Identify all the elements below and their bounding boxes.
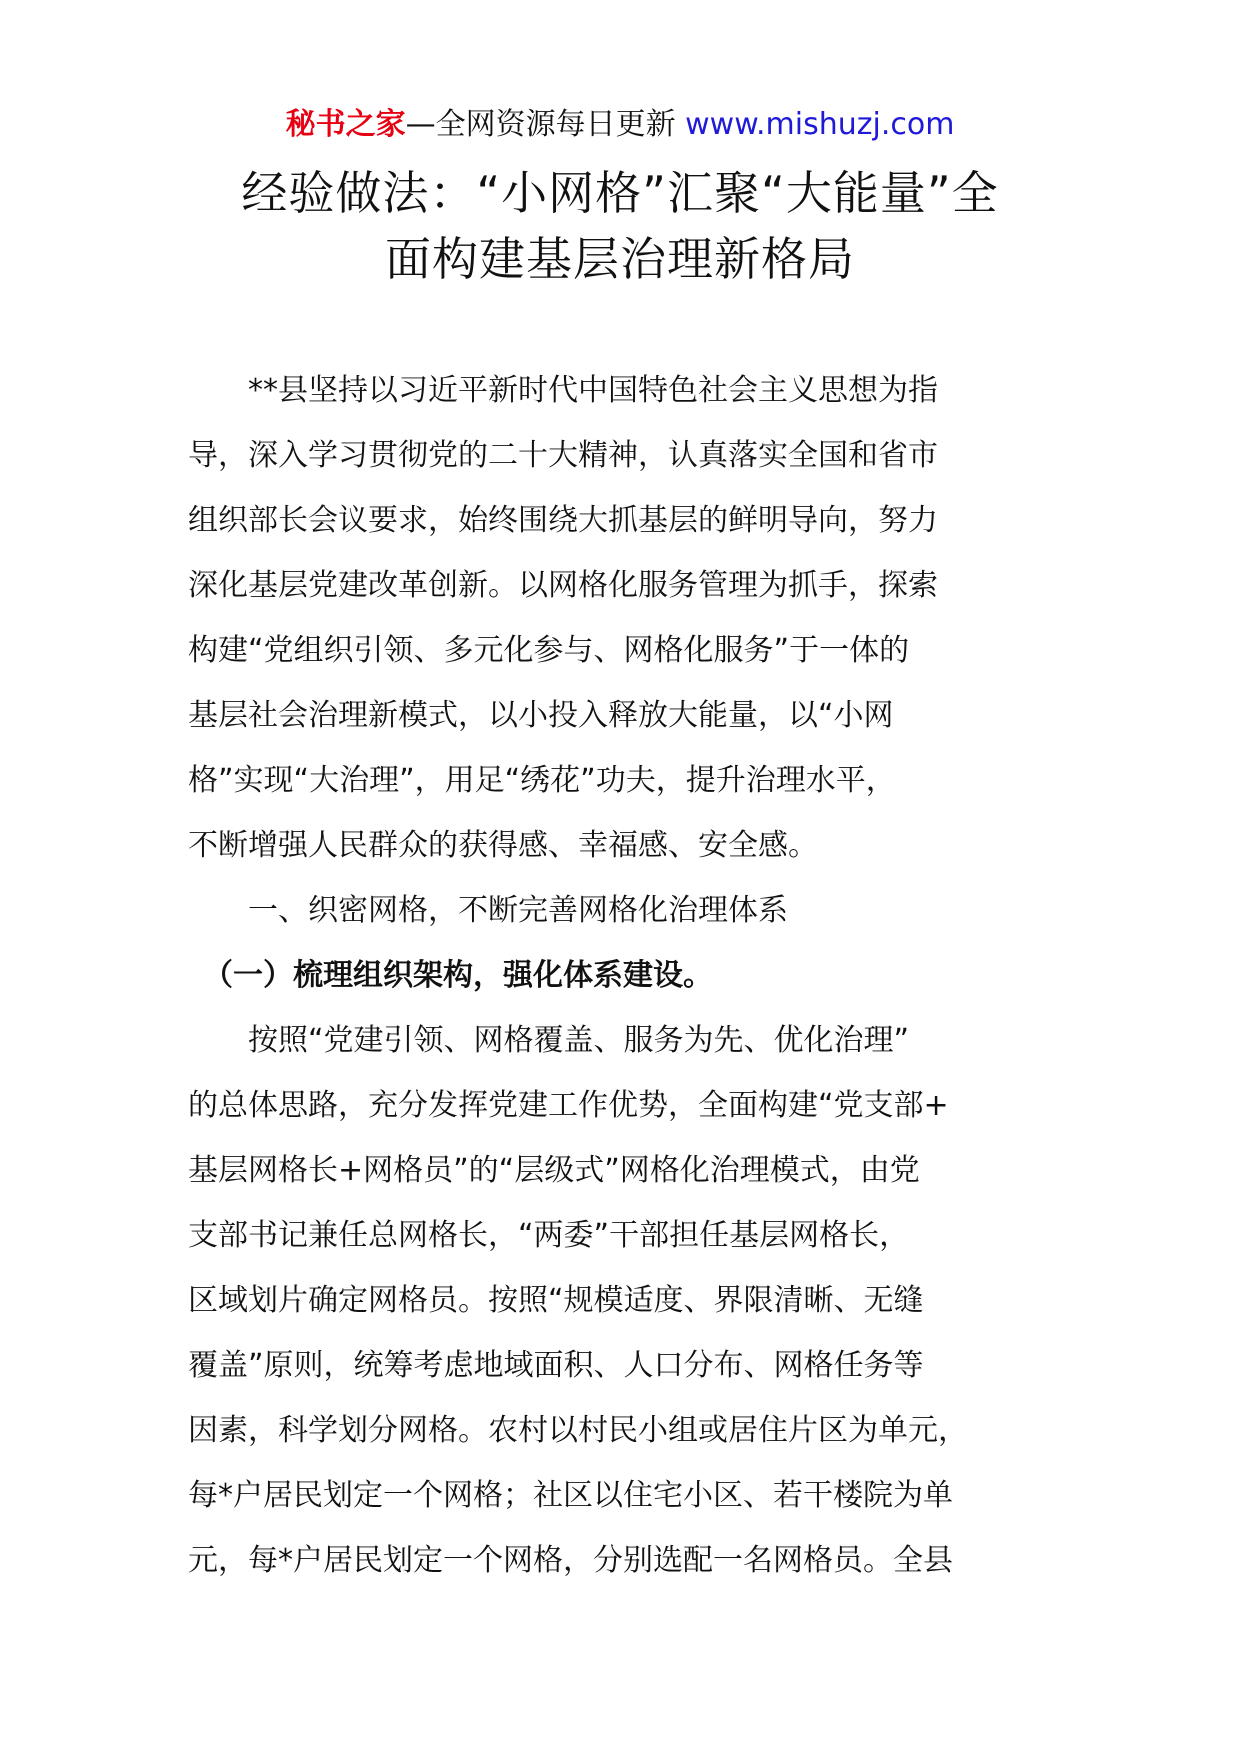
- paragraph-line: 导，深入学习贯彻党的二十大精神，认真落实全国和省市: [188, 438, 938, 473]
- document-title: [160, 160, 1080, 292]
- title-line: 经验做法：“小网格”汇聚“大能量”全: [241, 166, 999, 220]
- document-body: [188, 358, 1068, 1593]
- site-banner: [0, 103, 1240, 147]
- site-brand: 秘书之家: [285, 107, 406, 142]
- paragraph-line: 深化基层党建改革创新。以网格化服务管理为抓手，探索: [188, 568, 938, 603]
- site-tagline: —全网资源每日更新: [405, 107, 686, 142]
- paragraph-line: 每*户居民划定一个网格；社区以住宅小区、若干楼院为单: [188, 1478, 953, 1513]
- paragraph-line: 不断增强人民群众的获得感、幸福感、安全感。: [188, 828, 818, 863]
- paragraph-line: **县坚持以习近平新时代中国特色社会主义思想为指: [188, 373, 938, 408]
- paragraph-line: 基层网格长+网格员”的“层级式”网格化治理模式，由党: [188, 1153, 920, 1188]
- paragraph-line: 区域划片确定网格员。按照“规模适度、界限清晰、无缝: [188, 1283, 924, 1318]
- paragraph-line: 格”实现“大治理”，用足“绣花”功夫，提升治理水平，: [188, 763, 896, 798]
- paragraph-line: 支部书记兼任总网格长，“两委”干部担任基层网格长，: [188, 1218, 910, 1253]
- paragraph-line: 覆盖”原则，统筹考虑地域面积、人口分布、网格任务等: [188, 1348, 924, 1383]
- site-url-link[interactable]: www.mishuzj.com: [685, 107, 955, 142]
- paragraph-line: 基层社会治理新模式，以小投入释放大能量，以“小网: [188, 698, 894, 733]
- paragraph-line: 元，每*户居民划定一个网格，分别选配一名网格员。全县: [188, 1543, 953, 1578]
- paragraph-line: 组织部长会议要求，始终围绕大抓基层的鲜明导向，努力: [188, 503, 938, 538]
- paragraph-line: 按照“党建引领、网格覆盖、服务为先、优化治理”: [188, 1023, 910, 1058]
- subsection-heading: （一）梳理组织架构，强化体系建设。: [188, 958, 713, 993]
- paragraph-line: 的总体思路，充分发挥党建工作优势，全面构建“党支部+: [188, 1088, 949, 1123]
- title-line: 面构建基层治理新格局: [385, 232, 855, 286]
- section-heading: 一、织密网格，不断完善网格化治理体系: [188, 893, 788, 928]
- paragraph-line: 因素，科学划分网格。农村以村民小组或居住片区为单元，: [188, 1413, 968, 1448]
- paragraph-line: 构建“党组织引领、多元化参与、网格化服务”于一体的: [188, 633, 910, 668]
